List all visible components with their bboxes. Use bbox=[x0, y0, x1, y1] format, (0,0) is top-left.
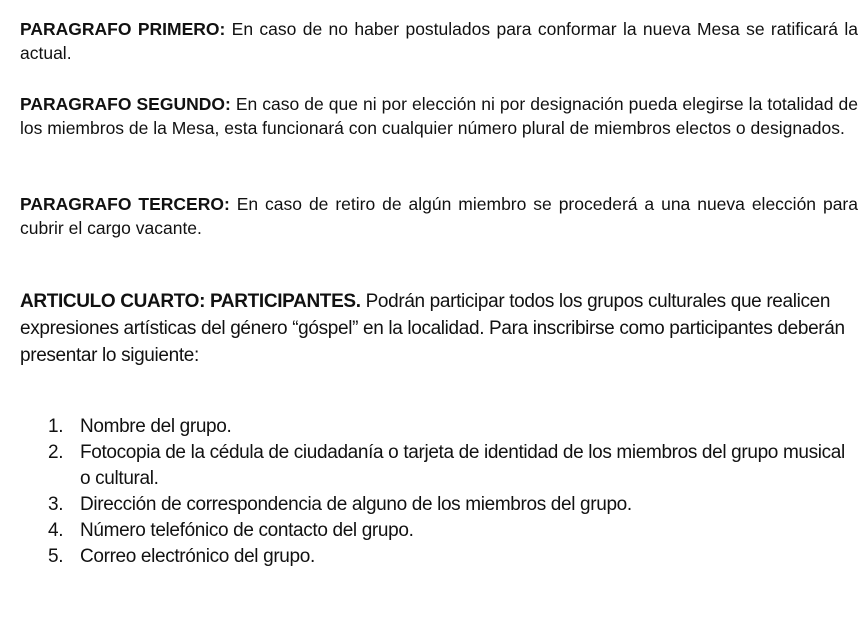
paragraph-primero-heading: PARAGRAFO PRIMERO: bbox=[20, 19, 226, 39]
articulo-cuarto-heading: ARTICULO CUARTO: PARTICIPANTES. bbox=[20, 291, 361, 312]
articulo-cuarto bbox=[20, 288, 858, 369]
list-item-number: 3. bbox=[48, 494, 64, 515]
list-item-number: 4. bbox=[48, 520, 64, 541]
paragraph-segundo-text: En caso de que ni por elección ni por designación pueda elegirse la totalidad de los miembros de la Mesa, esta funcionará con cualquier número plural de miembros electos o designados. bbox=[20, 94, 858, 138]
paragraph-segundo-heading: PARAGRAFO SEGUNDO: bbox=[20, 94, 231, 114]
list-item-text: Número telefónico de contacto del grupo. bbox=[80, 520, 414, 541]
paragraph-primero bbox=[20, 17, 858, 65]
requirements-list bbox=[48, 414, 858, 570]
list-item bbox=[48, 544, 858, 570]
paragraph-segundo bbox=[20, 92, 858, 140]
list-item bbox=[48, 440, 858, 492]
list-item-text: Correo electrónico del grupo. bbox=[80, 546, 315, 567]
articulo-cuarto-text: Podrán participar todos los grupos culturales que realicen expresiones artísticas del género “góspel” en la localidad. Para inscribirse como participantes deberán presentar lo siguiente: bbox=[20, 291, 845, 366]
list-item-number: 5. bbox=[48, 546, 64, 567]
paragraph-tercero bbox=[20, 192, 858, 240]
paragraph-tercero-heading: PARAGRAFO TERCERO: bbox=[20, 194, 230, 214]
list-item bbox=[48, 492, 858, 518]
list-item bbox=[48, 518, 858, 544]
list-item-number: 1. bbox=[48, 416, 64, 437]
paragraph-primero-text: En caso de no haber postulados para conformar la nueva Mesa se ratificará la actual. bbox=[20, 19, 858, 63]
list-item bbox=[48, 414, 858, 440]
paragraph-tercero-text: En caso de retiro de algún miembro se procederá a una nueva elección para cubrir el cargo vacante. bbox=[20, 194, 858, 238]
list-item-text: Dirección de correspondencia de alguno de los miembros del grupo. bbox=[80, 494, 632, 515]
list-item-number: 2. bbox=[48, 442, 64, 463]
list-item-text: Fotocopia de la cédula de ciudadanía o tarjeta de identidad de los miembros del grupo musical o cultural. bbox=[80, 442, 845, 489]
list-item-text: Nombre del grupo. bbox=[80, 416, 232, 437]
